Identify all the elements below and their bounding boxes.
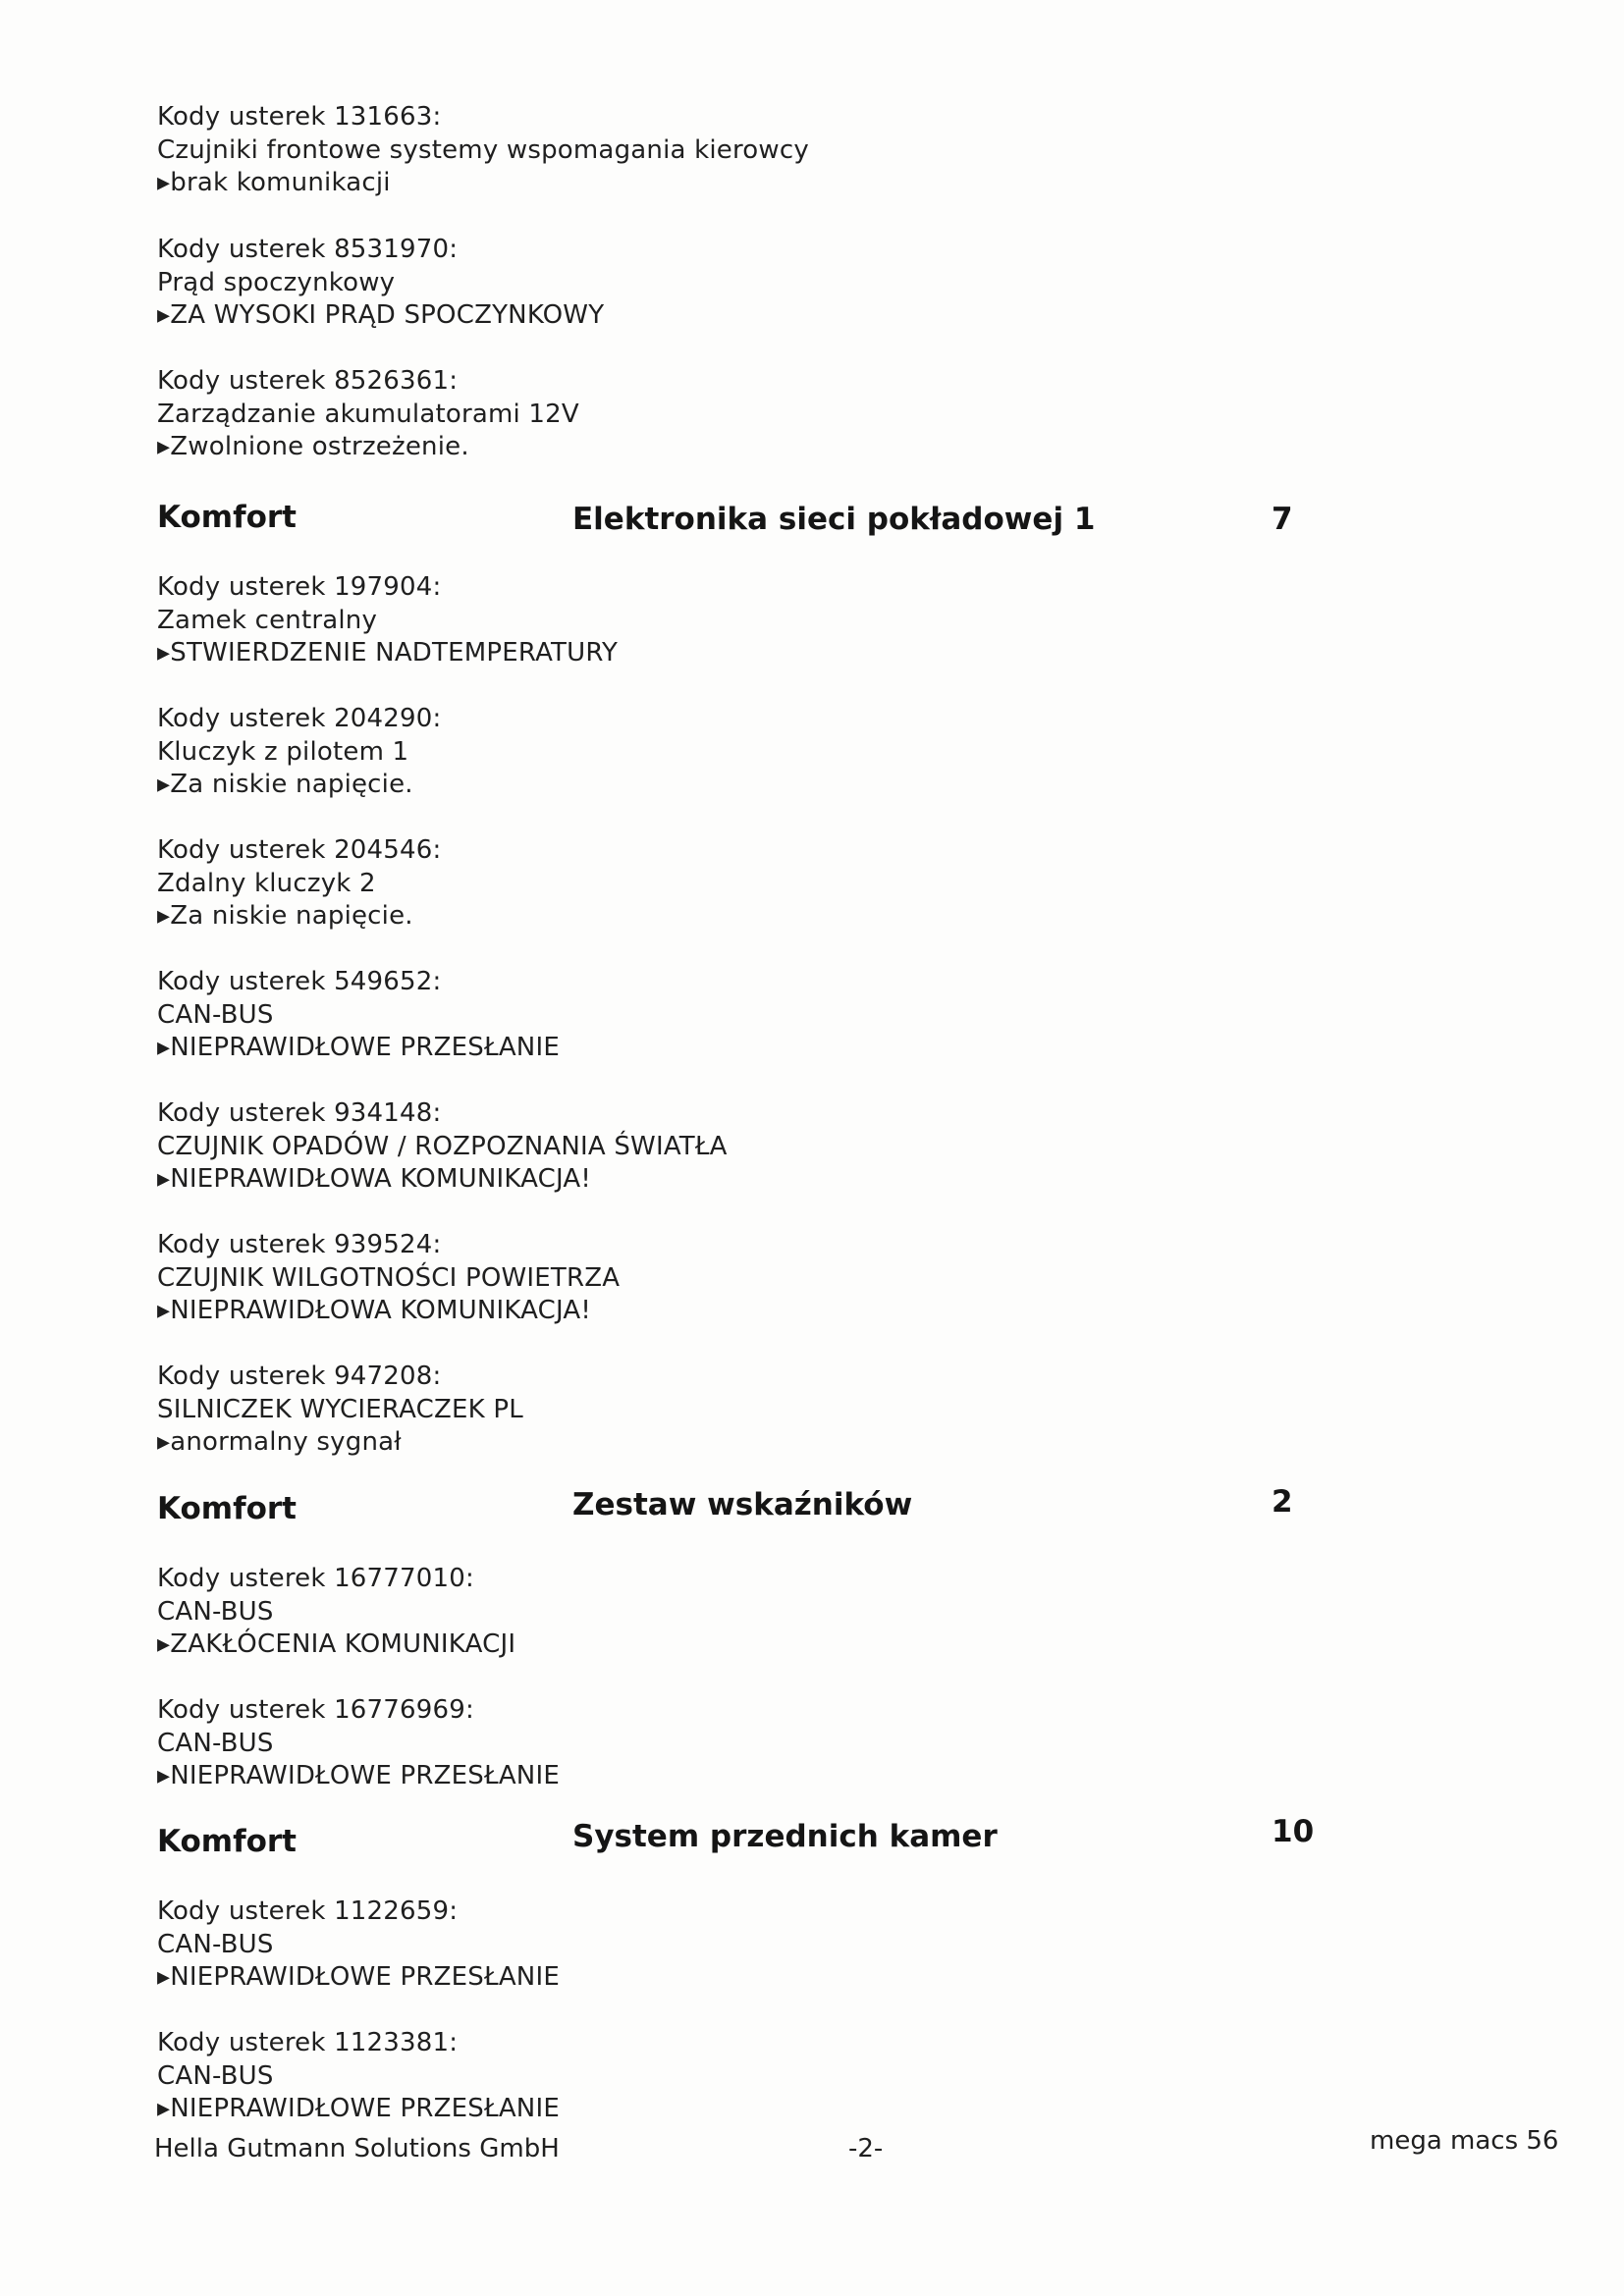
fault-component: Kluczyk z pilotem 1 [157,736,409,767]
fault-component: Zarządzanie akumulatorami 12V [157,399,579,429]
fault-code: Kody usterek 934148: [157,1098,442,1128]
fault-component: CAN-BUS [157,1728,274,1758]
fault-entry [157,966,560,1065]
fault-description: ▸NIEPRAWIDŁOWE PRZESŁANIE [157,1761,560,1790]
fault-code: Kody usterek 939524: [157,1230,442,1259]
fault-code: Kody usterek 131663: [157,102,442,132]
fault-code: Kody usterek 204546: [157,835,442,865]
fault-description: ▸NIEPRAWIDŁOWA KOMUNIKACJA! [157,1164,592,1194]
fault-description: ▸STWIERDZENIE NADTEMPERATURY [157,638,619,667]
fault-entry [157,365,579,464]
fault-description: ▸NIEPRAWIDŁOWE PRZESŁANIE [157,1962,560,1992]
section-title: System przednich kamer [572,1819,998,1854]
section-count: 10 [1272,1814,1315,1849]
section-category: Komfort [157,1824,297,1859]
fault-description: ▸Zwolnione ostrzeżenie. [157,432,469,461]
fault-entry [157,571,618,670]
fault-entry [157,1896,560,1995]
fault-code: Kody usterek 197904: [157,572,442,602]
fault-component: Czujniki frontowe systemy wspomagania kierowcy [157,134,809,165]
fault-code: Kody usterek 8526361: [157,366,459,396]
section-title: Zestaw wskaźników [572,1487,913,1522]
section-title: Elektronika sieci pokładowej 1 [572,502,1096,537]
fault-component: Prąd spoczynkowy [157,267,396,297]
section-category: Komfort [157,1491,297,1526]
section-count: 2 [1272,1484,1293,1520]
fault-code: Kody usterek 1122659: [157,1896,459,1926]
fault-description: ▸brak komunikacji [157,168,391,197]
fault-entry [157,1097,728,1197]
fault-description: ▸NIEPRAWIDŁOWE PRZESŁANIE [157,1033,560,1062]
fault-description: ▸ZA WYSOKI PRĄD SPOCZYNKOWY [157,300,605,330]
fault-description: ▸Za niskie napięcie. [157,770,413,799]
fault-description: ▸NIEPRAWIDŁOWA KOMUNIKACJA! [157,1296,592,1325]
fault-component: CAN-BUS [157,2060,274,2091]
fault-entry [157,101,809,200]
footer-page-number: -2- [848,2134,884,2163]
fault-entry [157,834,441,934]
fault-entry [157,1229,620,1328]
footer-device: mega macs 56 [1370,2126,1559,2156]
fault-entry [157,2027,560,2126]
fault-component: SILNICZEK WYCIERACZEK PL [157,1394,523,1424]
section-category: Komfort [157,500,297,535]
fault-code: Kody usterek 947208: [157,1362,442,1391]
fault-entry [157,1563,515,1662]
fault-code: Kody usterek 8531970: [157,235,459,264]
fault-entry [157,1361,523,1460]
fault-component: CAN-BUS [157,1596,274,1627]
section-count: 7 [1272,502,1293,537]
fault-code: Kody usterek 16776969: [157,1695,474,1725]
fault-component: CAN-BUS [157,999,274,1030]
fault-description: ▸Za niskie napięcie. [157,901,413,931]
fault-component: Zdalny kluczyk 2 [157,868,376,898]
fault-component: CZUJNIK OPADÓW / ROZPOZNANIA ŚWIATŁA [157,1131,728,1161]
fault-entry [157,1694,560,1793]
fault-description: ▸anormalny sygnał [157,1427,402,1457]
fault-description: ▸NIEPRAWIDŁOWE PRZESŁANIE [157,2094,560,2123]
fault-component: CZUJNIK WILGOTNOŚCI POWIETRZA [157,1262,621,1293]
fault-entry [157,703,441,802]
fault-component: Zamek centralny [157,605,378,635]
fault-code: Kody usterek 16777010: [157,1564,474,1593]
fault-description: ▸ZAKŁÓCENIA KOMUNIKACJI [157,1629,516,1659]
footer-company: Hella Gutmann Solutions GmbH [154,2134,560,2163]
fault-code: Kody usterek 204290: [157,704,442,733]
fault-code: Kody usterek 549652: [157,967,442,996]
fault-code: Kody usterek 1123381: [157,2028,459,2057]
fault-component: CAN-BUS [157,1929,274,1959]
fault-entry [157,234,604,333]
